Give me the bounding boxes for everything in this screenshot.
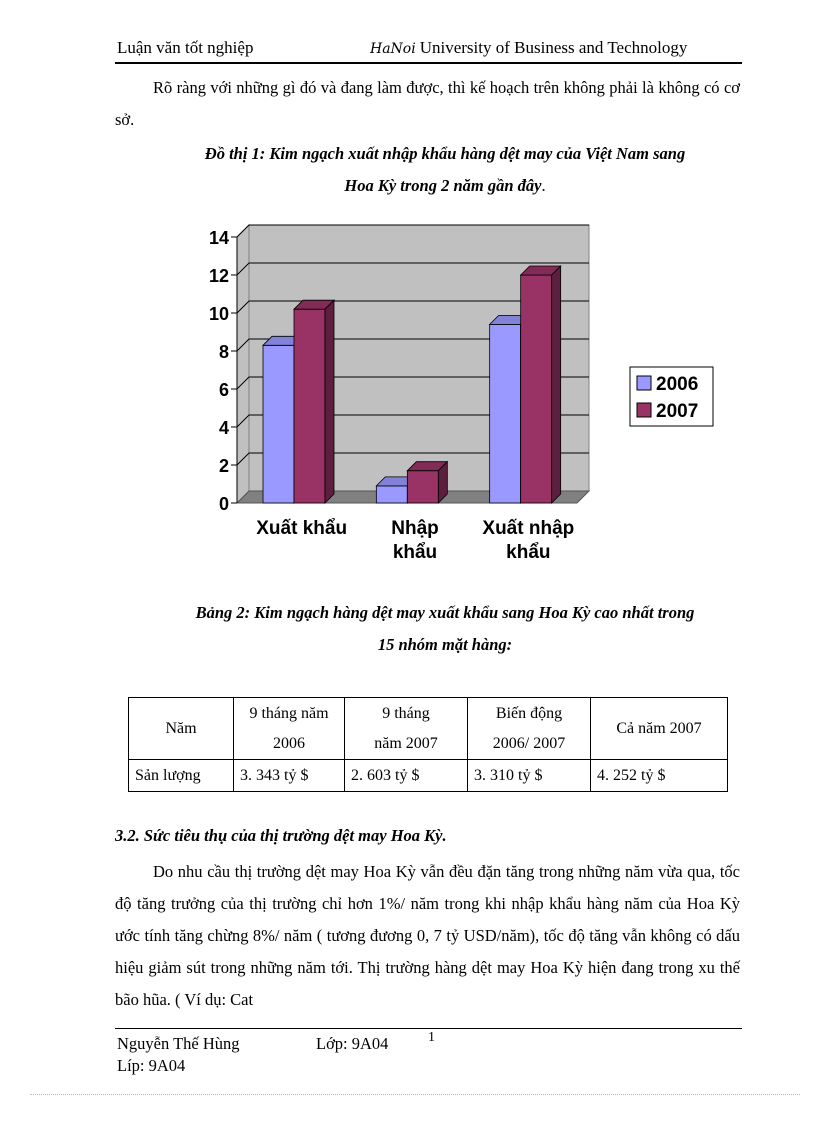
footer-author: Nguyễn Thế Hùng <box>117 1034 240 1053</box>
table-caption-line1: Bảng 2: Kim ngạch hàng dệt may xuất khẩu sang Hoa Kỳ cao nhất trong <box>195 603 695 622</box>
header-cell-text: 2006 <box>273 734 305 752</box>
chart-caption-suffix: . <box>541 176 546 195</box>
y-tick-label: 2 <box>218 456 229 476</box>
footer-class-repeat: Líp: 9A04 <box>117 1056 186 1075</box>
table-caption-line2: 15 nhóm mặt hàng: <box>377 635 513 654</box>
y-tick-label: 6 <box>218 380 229 400</box>
legend-swatch <box>637 403 651 417</box>
header-title: Luận văn tốt nghiệp <box>117 38 254 57</box>
page-number: 1 <box>428 1030 435 1045</box>
chart-side-wall <box>237 225 249 503</box>
legend-label: 2007 <box>656 401 699 422</box>
paragraph-intro: Rõ ràng với những gì đó và đang làm được, thì kế hoạch trên không phải là không có cơ sở. <box>115 78 740 129</box>
x-category-label: Xuất khẩu <box>256 518 348 539</box>
chart-caption-line2: Hoa Kỳ trong 2 năm gần đây <box>344 176 542 195</box>
x-category-label: khẩu <box>506 542 551 563</box>
row-value: 4. 252 tỷ $ <box>591 760 728 792</box>
bar-side <box>552 266 561 503</box>
row-value: 3. 343 tỷ $ <box>234 760 345 792</box>
row-value: 2. 603 tỷ $ <box>345 760 468 792</box>
bar-front <box>376 486 407 503</box>
header-cell-text: 9 tháng năm <box>249 704 329 722</box>
bar-front <box>407 471 438 503</box>
header-cell-text: 9 tháng <box>382 704 430 722</box>
header-cell-9m-2007 <box>345 698 468 760</box>
section-title: 3.2. Sức tiêu thụ của thị trường dệt may Hoa Kỳ. <box>115 826 447 845</box>
x-category-label: Nhập <box>391 518 439 539</box>
bar-front <box>263 345 294 503</box>
data-table <box>128 697 728 792</box>
hanoi-logo: HaNoi <box>370 41 416 57</box>
header-cell-full-2007: Cả năm 2007 <box>591 698 728 760</box>
table-caption <box>105 597 785 661</box>
row-value: 3. 310 tỷ $ <box>468 760 591 792</box>
page-bottom-rule <box>30 1094 800 1095</box>
paragraph-body: Do nhu cầu thị trường dệt may Hoa Kỳ vẫn đều đặn tăng trong những năm vừa qua, tốc độ tăng trưởng của thị trường chỉ hơn 1%/ năm trong khi nhập khẩu hàng năm của Hoa Kỳ ước tính tăng chừng 8%/ năm ( tương đương 0, 7 tỷ USD/năm), tốc độ tăng vẫn không có dấu hiệu giảm sút trong những năm tới. Thị trường hàng dệt may Hoa Kỳ hiện đang trong xu thế bão hũa. ( Ví dụ: Cat <box>115 862 740 1009</box>
bar-front <box>294 309 325 503</box>
header-cell-text: năm 2007 <box>374 734 438 752</box>
y-tick-label: 14 <box>208 228 229 248</box>
y-tick-label: 12 <box>208 266 229 286</box>
table-header-row <box>129 698 728 760</box>
header-cell-text: Biến động <box>495 704 563 722</box>
header-cell-change <box>468 698 591 760</box>
legend-swatch <box>637 376 651 390</box>
bar-side <box>325 300 334 503</box>
bar-front <box>490 324 521 503</box>
y-tick-label: 8 <box>218 342 229 362</box>
y-tick-label: 4 <box>218 418 229 438</box>
header-cell-text: 2006/ 2007 <box>492 734 566 752</box>
legend-label: 2006 <box>656 374 699 395</box>
header-cell-year: Năm <box>129 698 234 760</box>
x-category-label: khẩu <box>392 542 438 563</box>
x-category-label: Xuất nhập <box>482 518 575 539</box>
y-tick-label: 10 <box>208 304 229 324</box>
chart-caption-line1: Đồ thị 1: Kim ngạch xuất nhập khẩu hàng dệt may của Việt Nam sang <box>204 144 686 163</box>
bar-front <box>521 275 552 503</box>
footer-class: Lớp: 9A04 <box>316 1034 389 1053</box>
y-tick-label: 0 <box>218 494 229 514</box>
header-cell-9m-2006 <box>234 698 345 760</box>
table-row <box>129 760 728 792</box>
footer-divider <box>115 1028 742 1029</box>
row-label: Sản lượng <box>129 760 234 792</box>
university-name: University of Business and Technology <box>419 38 688 57</box>
